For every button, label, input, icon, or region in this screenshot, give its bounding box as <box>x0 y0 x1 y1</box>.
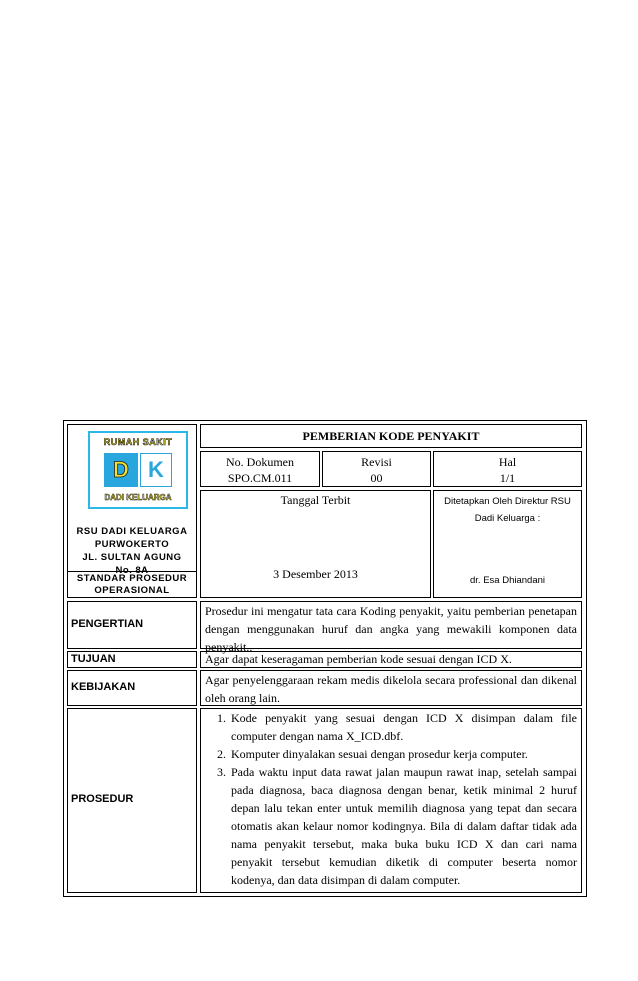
logo-bottom-text: DADI KELUARGA <box>104 493 172 502</box>
hospital-street: JL. SULTAN AGUNG <box>82 552 182 563</box>
prosedur-step-2: 2. Komputer dinyalakan sesuai dengan prosedur kerja computer. <box>229 745 577 763</box>
pengertian-content <box>200 601 582 654</box>
kebijakan-label-cell <box>67 670 197 706</box>
prosedur-step-3: 3. Pada waktu input data rawat jalan maupun rawat inap, setelah sampai pada diagnosa, baca diagnosa dengan benar, ketik minimal 2 huruf depan lalu tekan enter untuk memilih diagnosa yang tepat dan secara otomatis akan kelaur nomor kodingnya. Bila di dalam daftar tidak ada nama penyakit tersebut, maka buka buku ICD X dan cari nama penyakit tersebut kemudian diketik di computer beserta nomor kodenya, dan data disimpan di dalam computer. <box>229 763 577 889</box>
prosedur-content <box>200 708 582 893</box>
tujuan-label: TUJUAN <box>71 653 116 665</box>
prosedur-step-1: 1. Kode penyakit yang sesuai dengan ICD X disimpan dalam file computer dengan nama X_ICD.dbf. <box>229 709 577 745</box>
pengertian-label: PENGERTIAN <box>71 618 144 630</box>
doc-number-value: SPO.CM.011 <box>227 471 293 485</box>
logo-top-text: RUMAH SAKIT <box>103 437 173 447</box>
doc-number-cell <box>200 451 320 487</box>
tujuan-content <box>200 651 582 668</box>
revision-label: Revisi <box>361 455 392 469</box>
director-label: Ditetapkan Oleh Direktur RSU Dadi Keluarga : <box>444 496 571 524</box>
hospital-city: PURWOKERTO <box>94 539 170 550</box>
logo-letter-k: K <box>140 453 172 487</box>
pengertian-label-cell <box>67 601 197 649</box>
prosedur-steps <box>205 709 577 889</box>
page-cell <box>433 451 582 487</box>
logo-letter-d: D <box>104 453 138 487</box>
kebijakan-content <box>200 670 582 706</box>
issue-date-cell <box>200 490 431 598</box>
prosedur-label: PROSEDUR <box>71 793 134 805</box>
prosedur-label-cell <box>67 708 197 893</box>
kebijakan-label: KEBIJAKAN <box>71 681 136 693</box>
hospital-logo <box>88 431 188 509</box>
page-value: 1/1 <box>499 471 516 485</box>
revision-value: 00 <box>370 471 383 485</box>
title-cell <box>200 424 582 448</box>
spo-label: STANDAR PROSEDUR OPERASIONAL <box>76 573 188 596</box>
tujuan-text: Agar dapat keseragaman pemberian kode sesuai dengan ICD X. <box>205 652 512 666</box>
page-label: Hal <box>498 455 517 469</box>
spo-label-cell <box>67 571 197 598</box>
doc-number-label: No. Dokumen <box>226 455 294 469</box>
issue-date-label: Tanggal Terbit <box>280 493 351 507</box>
hospital-address <box>68 525 196 577</box>
tujuan-label-cell <box>67 651 197 668</box>
kebijakan-text: Agar penyelenggaraan rekam medis dikelola secara professional dan dikenal oleh orang lain. <box>205 673 577 705</box>
pengertian-text: Prosedur ini mengatur tata cara Koding penyakit, yaitu pemberian penetapan dengan menggunakan huruf dan angka yang mewakili komponen data penyakit.. <box>205 604 577 654</box>
hospital-number: No. 8A <box>115 565 149 576</box>
issue-date-value: 3 Desember 2013 <box>273 567 358 581</box>
director-cell <box>433 490 582 598</box>
document-title: PEMBERIAN KODE PENYAKIT <box>302 429 480 443</box>
sop-document-table <box>63 420 587 897</box>
director-name: dr. Esa Dhiandani <box>470 575 545 586</box>
revision-cell <box>322 451 431 487</box>
hospital-name: RSU DADI KELUARGA <box>76 526 188 537</box>
